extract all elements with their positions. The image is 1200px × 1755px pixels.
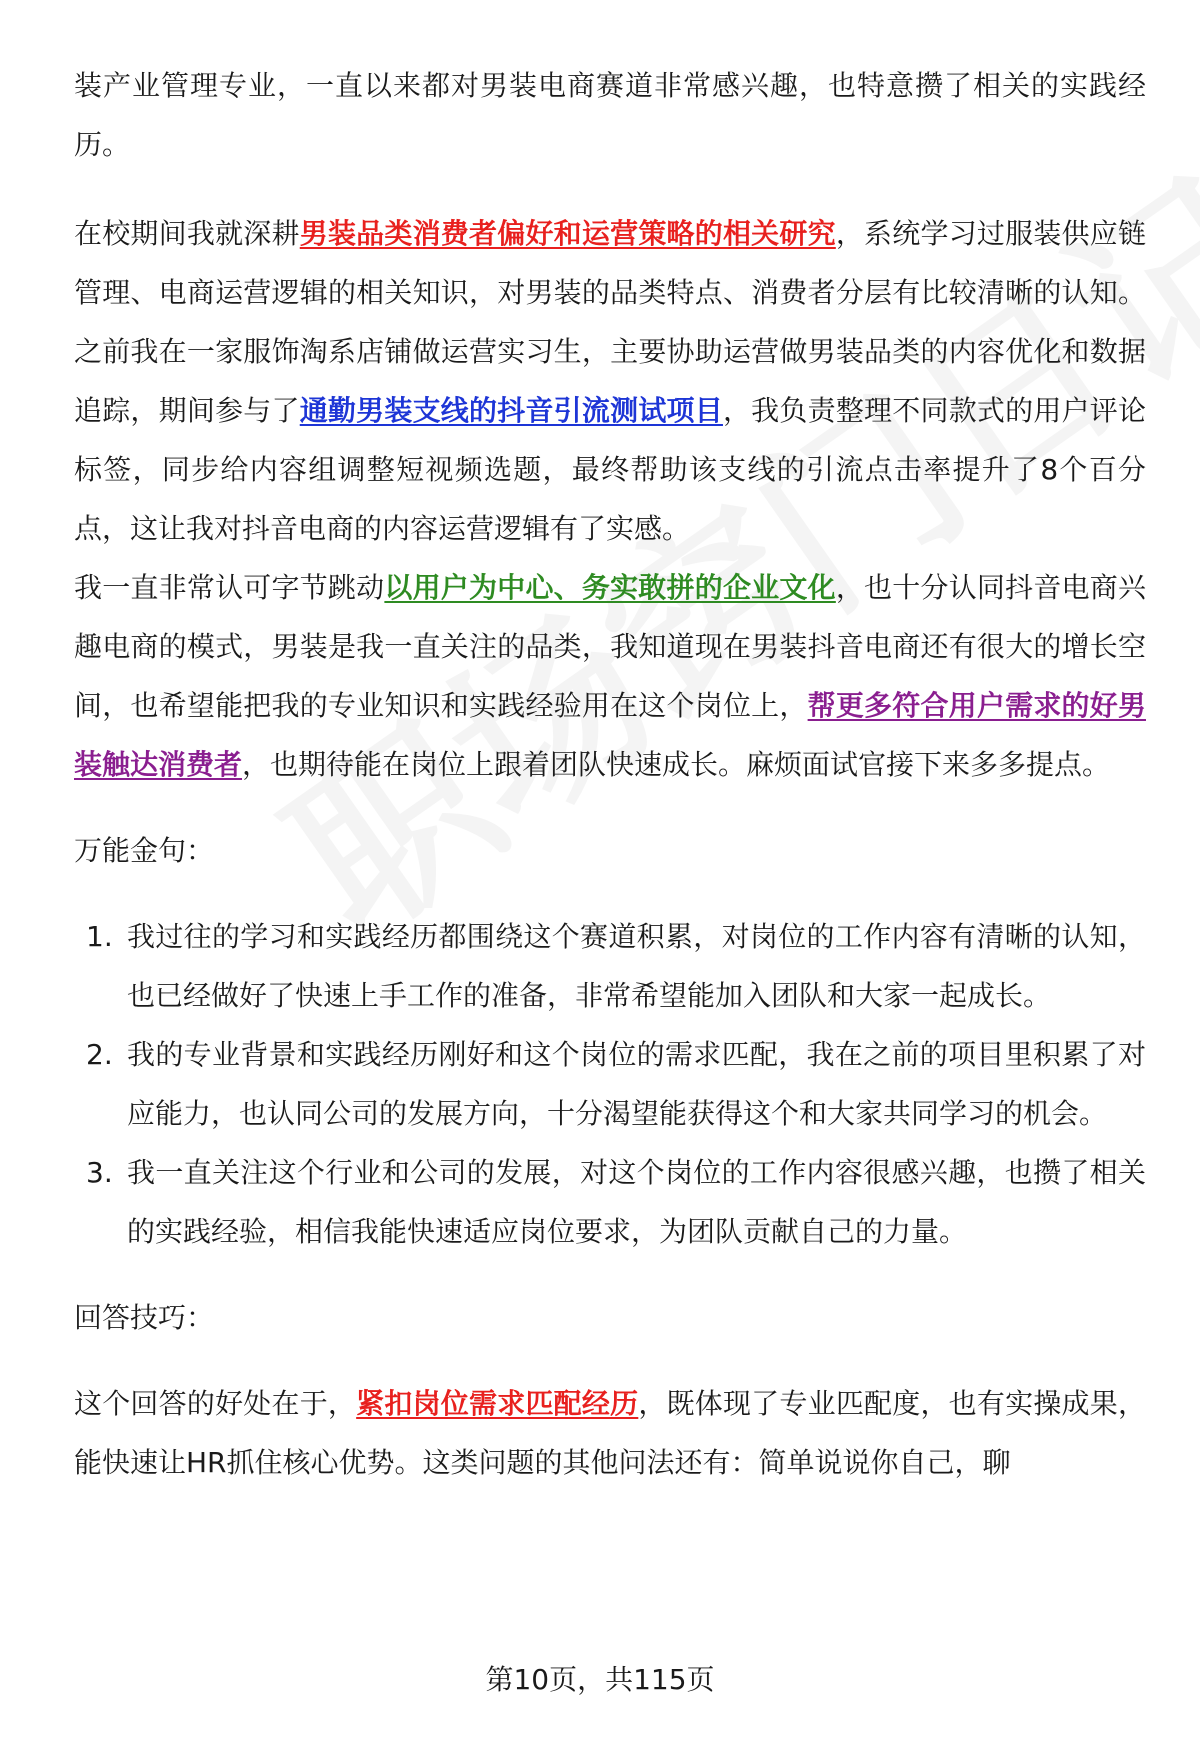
page-number: 第10页，共115页 xyxy=(485,1663,715,1696)
list-number: 1. xyxy=(86,920,113,953)
list-text: 我一直关注这个行业和公司的发展，对这个岗位的工作内容很感兴趣，也攒了相关的实践经验，相信我能快速适应岗位要求，为团队贡献自己的力量。 xyxy=(127,1156,1146,1248)
paragraph-motivation xyxy=(74,558,1146,794)
document-body xyxy=(74,56,1146,1492)
text-run: ，也十分认同抖音电商兴趣电商的模式，男装是我一直关注的品类，我知道现在男装抖音电商还有很大的增长空间，也希望能把我的专业知识和实践经验用在这个岗位上， xyxy=(74,571,1146,722)
heading-answer-tips: 回答技巧： xyxy=(74,1301,215,1334)
paragraph-tips xyxy=(74,1374,1146,1492)
text-run: ，系统学习过服装供应链管理、电商运营逻辑的相关知识，对男装的品类特点、消费者分层有比较清晰的认知。之前我在一家服饰淘系店铺做运营实习生，主要协助运营做男装品类的内容优化和数据追踪，期间参与了 xyxy=(74,217,1146,427)
heading-golden-sentences: 万能金句： xyxy=(74,834,215,867)
golden-sentence-list xyxy=(74,907,1146,1261)
text-run: ，既体现了专业匹配度，也有实操成果，能快速让HR抓住核心优势。这类问题的其他问法还有：简单说说你自己，聊 xyxy=(74,1387,1146,1479)
text-run: 我一直非常认可字节跳动 xyxy=(74,571,385,604)
list-text: 我过往的学习和实践经历都围绕这个赛道积累，对岗位的工作内容有清晰的认知，也已经做好了快速上手工作的准备，非常希望能加入团队和大家一起成长。 xyxy=(127,920,1146,1012)
paragraph-experience xyxy=(74,204,1146,558)
list-item xyxy=(74,1025,1146,1143)
highlight-goal: 帮更多符合用户需求的好男装触达消费者 xyxy=(74,689,1146,781)
highlight-project: 通勤男装支线的抖音引流测试项目 xyxy=(299,394,723,427)
paragraph-intro: 装产业管理专业，一直以来都对男装电商赛道非常感兴趣，也特意攒了相关的实践经历。 xyxy=(74,69,1146,161)
highlight-key-point: 紧扣岗位需求匹配经历 xyxy=(356,1387,639,1420)
list-number: 2. xyxy=(86,1038,113,1071)
text-run: ，也期待能在岗位上跟着团队快速成长。麻烦面试官接下来多多提点。 xyxy=(242,748,1111,781)
text-run: ，我负责整理不同款式的用户评论标签，同步给内容组调整短视频选题，最终帮助该支线的引流点击率提升了8个百分点，这让我对抖音电商的内容运营逻辑有了实感。 xyxy=(74,394,1146,545)
list-text: 我的专业背景和实践经历刚好和这个岗位的需求匹配，我在之前的项目里积累了对应能力，也认同公司的发展方向，十分渴望能获得这个和大家共同学习的机会。 xyxy=(127,1038,1146,1130)
highlight-culture: 以用户为中心、务实敢拼的企业文化 xyxy=(384,571,836,604)
list-item xyxy=(74,907,1146,1025)
list-item xyxy=(74,1143,1146,1261)
text-run: 这个回答的好处在于， xyxy=(74,1387,357,1420)
highlight-research: 男装品类消费者偏好和运营策略的相关研究 xyxy=(299,217,836,250)
text-run: 在校期间我就深耕 xyxy=(74,217,300,250)
list-number: 3. xyxy=(86,1156,113,1189)
